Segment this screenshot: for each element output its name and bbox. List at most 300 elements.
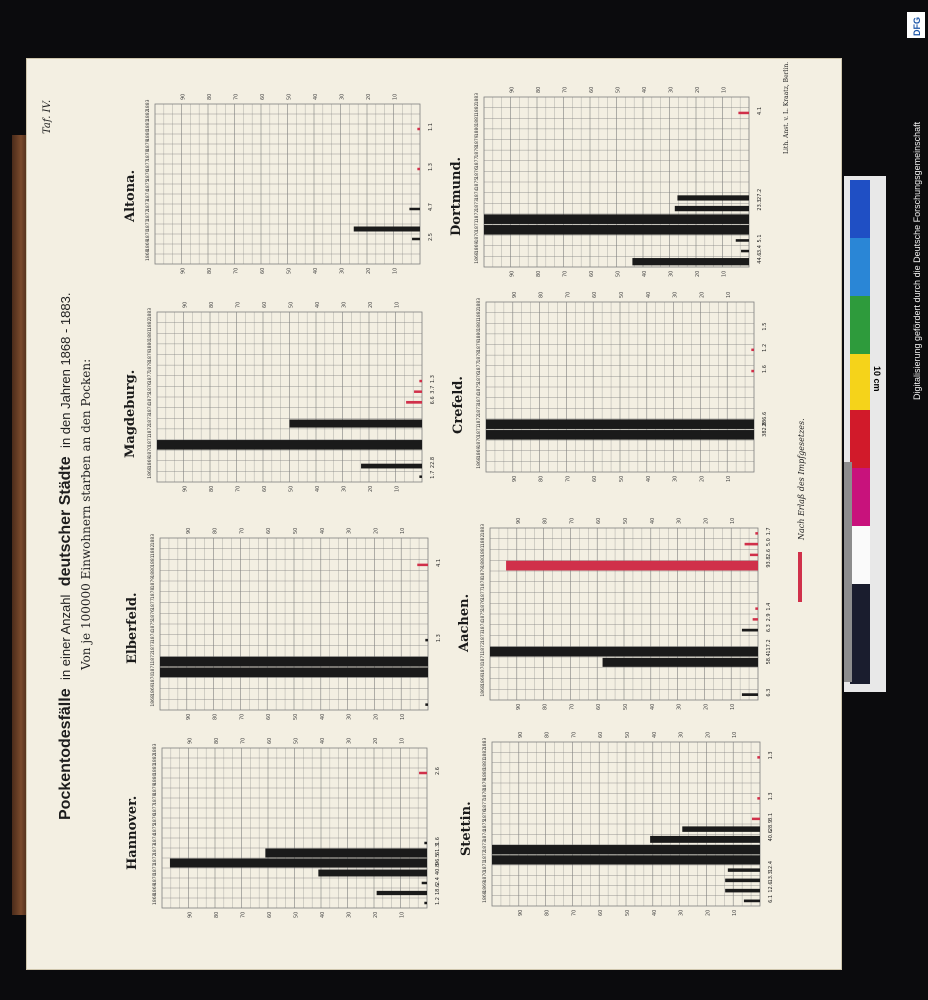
year-label: 1875 bbox=[153, 823, 158, 835]
year-label: 1876 bbox=[146, 169, 151, 181]
year-label: 1883 bbox=[151, 533, 156, 546]
tick-label: 50 bbox=[619, 475, 625, 482]
value-label: 4.7 bbox=[428, 203, 434, 211]
year-label: 1872 bbox=[475, 209, 480, 222]
tick-label: 80 bbox=[207, 267, 213, 274]
year-label: 1879 bbox=[475, 135, 480, 147]
tick-label: 20 bbox=[705, 909, 712, 916]
year-label: 1878 bbox=[153, 793, 158, 805]
year-label: 1869 bbox=[146, 239, 151, 251]
panel-3 bbox=[451, 292, 768, 482]
bar-1881 bbox=[419, 772, 427, 775]
value-label: 12.4 bbox=[768, 860, 774, 873]
bar-1874 bbox=[742, 629, 758, 632]
bar-1873 bbox=[675, 206, 749, 211]
value-label: 44.6 bbox=[757, 252, 763, 264]
tick-label: 60 bbox=[589, 86, 595, 93]
tick-label: 40 bbox=[320, 911, 326, 918]
tick-label: 50 bbox=[625, 909, 631, 916]
year-label: 1868 bbox=[475, 252, 480, 264]
bar-1875 bbox=[406, 401, 422, 404]
year-label: 1874 bbox=[475, 188, 480, 200]
value-label: 382.8 bbox=[762, 422, 768, 437]
year-label: 1869 bbox=[481, 674, 486, 686]
tick-label: 40 bbox=[649, 517, 656, 524]
tick-label: 90 bbox=[515, 703, 522, 710]
tick-label: 10 bbox=[400, 527, 407, 534]
panel-title: Crefeld. bbox=[451, 376, 466, 434]
value-label: 2.5 bbox=[428, 233, 434, 241]
tick-label: 10 bbox=[721, 86, 728, 93]
year-label: 1869 bbox=[483, 881, 488, 893]
year-label: 1871 bbox=[148, 435, 153, 447]
tick-label: 50 bbox=[293, 527, 299, 534]
tick-label: 60 bbox=[592, 475, 599, 482]
panel-title: Elberfeld. bbox=[125, 592, 140, 664]
subtitle: Von je 100000 Einwohnern starben an den Pocken: bbox=[79, 358, 93, 670]
year-label: 1874 bbox=[477, 393, 482, 405]
bar-1874 bbox=[677, 195, 749, 200]
year-label: 1882 bbox=[148, 318, 153, 330]
tick-label: 90 bbox=[515, 517, 522, 524]
tick-label: 70 bbox=[235, 301, 242, 308]
year-label: 1873 bbox=[477, 404, 482, 416]
tick-label: 20 bbox=[373, 737, 379, 744]
year-label: 1876 bbox=[477, 372, 482, 384]
year-label: 1878 bbox=[148, 360, 153, 373]
tick-label: 80 bbox=[209, 485, 215, 492]
bar-1871 bbox=[728, 868, 760, 871]
panel-title: Dortmund. bbox=[449, 156, 464, 236]
year-label: 1879 bbox=[146, 139, 151, 151]
year-label: 1869 bbox=[151, 684, 156, 696]
tick-label: 20 bbox=[695, 86, 701, 93]
tick-label: 90 bbox=[182, 301, 189, 308]
tick-label: 70 bbox=[569, 703, 576, 710]
value-label: 6.3 bbox=[766, 624, 772, 633]
tick-label: 30 bbox=[672, 291, 679, 298]
tick-label: 70 bbox=[240, 911, 247, 918]
year-label: 1873 bbox=[148, 414, 153, 426]
tick-label: 40 bbox=[651, 909, 658, 916]
tick-label: 40 bbox=[651, 731, 658, 738]
year-label: 1877 bbox=[146, 159, 151, 171]
bar-1873 bbox=[290, 420, 423, 428]
bar-1868 bbox=[419, 475, 422, 478]
year-label: 1879 bbox=[477, 340, 482, 352]
tick-label: 80 bbox=[538, 291, 545, 298]
year-label: 1872 bbox=[483, 850, 488, 862]
year-label: 1877 bbox=[153, 803, 158, 815]
tick-label: 40 bbox=[313, 93, 319, 100]
digitization-text: Digitalisierung gefördert durch die Deutsche Forschungsgemeinschaft bbox=[912, 121, 922, 400]
tick-label: 30 bbox=[678, 909, 685, 916]
year-label: 1875 bbox=[151, 619, 156, 632]
panel-title: Magdeburg. bbox=[123, 369, 138, 458]
tick-label: 40 bbox=[315, 485, 321, 492]
tick-label: 30 bbox=[346, 527, 353, 534]
tick-label: 30 bbox=[339, 93, 346, 100]
tick-label: 10 bbox=[730, 703, 737, 710]
year-label: 1875 bbox=[475, 177, 480, 190]
tick-label: 30 bbox=[668, 86, 675, 93]
year-label: 1881 bbox=[477, 319, 482, 331]
bar-1876 bbox=[752, 818, 760, 821]
year-label: 1870 bbox=[481, 663, 486, 676]
tick-label: 80 bbox=[214, 737, 220, 744]
value-label: 22.8 bbox=[430, 456, 436, 469]
value-label: 61.3 bbox=[435, 843, 441, 855]
year-label: 1870 bbox=[477, 435, 482, 448]
tick-label: 70 bbox=[565, 291, 572, 298]
year-label: 1872 bbox=[148, 424, 153, 437]
bar-1873 bbox=[492, 845, 760, 854]
year-label: 1881 bbox=[475, 114, 480, 126]
year-label: 1872 bbox=[153, 853, 158, 865]
value-label: 1.3 bbox=[428, 163, 434, 171]
tick-label: 90 bbox=[517, 731, 524, 738]
tick-label: 90 bbox=[182, 485, 189, 492]
title-part-2: in einer Anzahl bbox=[58, 594, 73, 680]
scale-label: 10 cm bbox=[872, 366, 882, 392]
year-label: 1882 bbox=[475, 103, 480, 115]
value-label: 2.6 bbox=[766, 548, 772, 557]
value-label: 1.4 bbox=[766, 602, 772, 611]
year-label: 1872 bbox=[481, 642, 486, 654]
year-label: 1876 bbox=[483, 809, 488, 821]
title-part-3: deutscher Städte bbox=[57, 456, 74, 587]
year-label: 1880 bbox=[475, 124, 480, 137]
tick-label: 70 bbox=[239, 713, 246, 720]
tick-label: 30 bbox=[346, 737, 353, 744]
year-label: 1871 bbox=[146, 219, 151, 231]
year-label: 1879 bbox=[148, 350, 153, 362]
tick-label: 80 bbox=[212, 527, 219, 534]
tick-label: 70 bbox=[569, 517, 576, 524]
panel-6 bbox=[125, 738, 441, 918]
tick-label: 20 bbox=[699, 291, 706, 298]
year-label: 1880 bbox=[477, 329, 482, 342]
tick-label: 50 bbox=[293, 713, 299, 720]
tick-label: 30 bbox=[346, 911, 353, 918]
tick-label: 70 bbox=[571, 909, 578, 916]
year-label: 1878 bbox=[146, 149, 151, 161]
year-label: 1873 bbox=[153, 843, 158, 855]
tick-label: 40 bbox=[645, 475, 652, 482]
year-label: 1868 bbox=[148, 467, 153, 479]
year-label: 1881 bbox=[153, 763, 158, 775]
tick-label: 20 bbox=[368, 301, 374, 308]
tick-label: 90 bbox=[185, 527, 192, 534]
year-label: 1880 bbox=[148, 339, 153, 352]
year-label: 1871 bbox=[481, 652, 486, 665]
bar-1871 bbox=[486, 430, 754, 440]
year-label: 1868 bbox=[481, 685, 486, 697]
value-label: 6.3 bbox=[766, 688, 772, 697]
year-label: 1882 bbox=[153, 753, 158, 765]
tick-label: 20 bbox=[373, 527, 380, 534]
plate-label: Taf. IV. bbox=[42, 99, 53, 134]
year-label: 1880 bbox=[153, 773, 158, 785]
year-label: 1880 bbox=[481, 556, 486, 568]
tick-label: 20 bbox=[366, 267, 372, 274]
year-label: 1869 bbox=[153, 883, 158, 895]
tick-label: 30 bbox=[668, 270, 675, 277]
bar-1873 bbox=[265, 849, 427, 858]
panel-title: Hannover. bbox=[125, 795, 140, 870]
year-label: 1875 bbox=[146, 179, 151, 191]
panel-7 bbox=[459, 732, 774, 916]
year-label: 1870 bbox=[153, 873, 158, 885]
year-label: 1871 bbox=[475, 220, 480, 232]
scale-blue bbox=[850, 238, 870, 298]
year-label: 1879 bbox=[153, 783, 158, 795]
tick-label: 50 bbox=[293, 911, 300, 918]
bar-1872 bbox=[490, 647, 758, 657]
tick-label: 50 bbox=[619, 291, 625, 298]
bar-1878 bbox=[757, 797, 760, 800]
bar-1871 bbox=[318, 870, 427, 877]
tick-label: 60 bbox=[589, 270, 595, 277]
tick-label: 80 bbox=[538, 475, 545, 482]
value-label: 4.1 bbox=[757, 106, 763, 115]
tick-label: 50 bbox=[288, 485, 295, 492]
year-label: 1881 bbox=[481, 545, 486, 557]
bar-1877 bbox=[751, 370, 754, 373]
value-label: 1.3 bbox=[768, 751, 774, 760]
year-label: 1876 bbox=[148, 382, 153, 394]
tick-label: 20 bbox=[699, 475, 706, 482]
tick-label: 80 bbox=[542, 703, 549, 710]
scale-green bbox=[850, 296, 870, 356]
bar-1875 bbox=[753, 618, 758, 621]
value-label: 2.6 bbox=[435, 767, 441, 775]
year-label: 1869 bbox=[475, 241, 480, 254]
year-label: 1873 bbox=[483, 840, 488, 852]
year-label: 1876 bbox=[151, 609, 156, 621]
year-label: 1881 bbox=[148, 329, 153, 341]
bar-1880 bbox=[506, 561, 758, 571]
value-label: 40.6 bbox=[768, 830, 774, 842]
year-label: 1879 bbox=[483, 778, 488, 791]
tick-label: 80 bbox=[536, 86, 542, 93]
tick-label: 90 bbox=[511, 291, 518, 298]
year-label: 1871 bbox=[483, 860, 488, 873]
panel-0 bbox=[123, 94, 434, 274]
bar-1869 bbox=[741, 250, 749, 253]
year-label: 1881 bbox=[483, 758, 488, 770]
bar-1882 bbox=[757, 756, 760, 759]
tick-label: 50 bbox=[286, 267, 293, 274]
value-label: 28.9 bbox=[768, 819, 774, 832]
value-label: 27.2 bbox=[757, 188, 763, 200]
bar-1874 bbox=[650, 836, 760, 843]
bar-1871 bbox=[157, 440, 422, 450]
year-label: 1877 bbox=[483, 799, 488, 811]
tick-label: 10 bbox=[721, 270, 728, 277]
tick-label: 60 bbox=[596, 703, 603, 710]
value-label: 6.6 bbox=[430, 396, 436, 405]
tick-label: 50 bbox=[293, 737, 300, 744]
year-label: 1870 bbox=[148, 445, 153, 458]
bar-1872 bbox=[170, 859, 427, 868]
tick-label: 30 bbox=[346, 713, 353, 720]
tick-label: 50 bbox=[625, 731, 631, 738]
year-label: 1873 bbox=[146, 199, 151, 211]
tick-label: 10 bbox=[394, 301, 401, 308]
tick-label: 70 bbox=[233, 93, 240, 100]
year-label: 1882 bbox=[146, 109, 151, 121]
tick-label: 90 bbox=[511, 475, 518, 482]
year-label: 1882 bbox=[483, 747, 488, 760]
year-label: 1871 bbox=[477, 425, 482, 437]
year-label: 1872 bbox=[146, 209, 151, 221]
bar-1872 bbox=[160, 657, 428, 667]
panel-2 bbox=[123, 302, 436, 492]
year-label: 1874 bbox=[146, 189, 151, 201]
tick-label: 10 bbox=[732, 909, 739, 916]
value-label: 93.8 bbox=[766, 556, 772, 568]
bar-1868 bbox=[425, 703, 428, 706]
bar-1870 bbox=[736, 239, 749, 242]
tick-label: 50 bbox=[288, 301, 295, 308]
year-label: 1877 bbox=[481, 588, 486, 600]
year-label: 1876 bbox=[153, 813, 158, 825]
bar-1877 bbox=[419, 380, 422, 383]
printer-credit: Lith. Anst. v. L. Kraatz, Berlin. bbox=[783, 61, 790, 154]
tick-label: 40 bbox=[319, 713, 326, 720]
value-label: 5.1 bbox=[757, 234, 763, 243]
tick-label: 40 bbox=[642, 270, 648, 277]
tick-label: 70 bbox=[565, 475, 572, 482]
tick-label: 90 bbox=[509, 86, 516, 93]
panel-4 bbox=[125, 528, 442, 720]
tick-label: 20 bbox=[703, 703, 710, 710]
tick-label: 80 bbox=[212, 713, 219, 720]
tick-label: 40 bbox=[319, 527, 326, 534]
year-label: 1870 bbox=[151, 673, 156, 686]
year-label: 1883 bbox=[146, 99, 151, 111]
tick-label: 70 bbox=[562, 86, 569, 93]
value-label: 5.0 bbox=[766, 538, 772, 547]
year-label: 1877 bbox=[148, 371, 153, 384]
bar-1873 bbox=[409, 208, 420, 211]
tick-label: 60 bbox=[260, 93, 266, 100]
tick-label: 80 bbox=[214, 911, 220, 918]
year-label: 1871 bbox=[153, 863, 158, 875]
tick-label: 80 bbox=[536, 270, 542, 277]
bar-1881 bbox=[750, 554, 758, 557]
year-label: 1882 bbox=[477, 308, 482, 320]
tick-label: 60 bbox=[267, 737, 273, 744]
tick-label: 90 bbox=[187, 737, 194, 744]
tick-label: 60 bbox=[266, 527, 273, 534]
bar-1870 bbox=[725, 879, 760, 883]
value-label: 4.1 bbox=[436, 558, 442, 567]
tick-label: 40 bbox=[642, 86, 648, 93]
year-label: 1873 bbox=[475, 199, 480, 211]
tick-label: 60 bbox=[598, 731, 605, 738]
year-label: 1883 bbox=[481, 523, 486, 536]
bar-1869 bbox=[377, 891, 427, 895]
year-label: 1877 bbox=[477, 361, 482, 374]
year-label: 1883 bbox=[477, 297, 482, 310]
year-label: 1875 bbox=[483, 819, 488, 832]
bar-1876 bbox=[414, 390, 422, 393]
bar-1871 bbox=[484, 225, 749, 235]
year-label: 1880 bbox=[146, 129, 151, 141]
bar-1879 bbox=[751, 349, 754, 352]
value-label: 12.6 bbox=[768, 881, 774, 893]
value-label: 40.8 bbox=[435, 863, 441, 875]
tick-label: 80 bbox=[209, 301, 215, 308]
year-label: 1868 bbox=[153, 893, 158, 905]
value-label: 1.3 bbox=[436, 634, 442, 643]
year-label: 1874 bbox=[483, 829, 488, 842]
tick-label: 30 bbox=[341, 301, 348, 308]
tick-label: 80 bbox=[544, 731, 551, 738]
tick-label: 60 bbox=[598, 909, 605, 916]
tick-label: 90 bbox=[180, 93, 187, 100]
year-label: 1878 bbox=[483, 788, 488, 801]
bar-1868 bbox=[742, 693, 758, 696]
tick-label: 40 bbox=[645, 291, 652, 298]
value-label: 1.2 bbox=[435, 897, 441, 905]
tick-label: 10 bbox=[392, 267, 399, 274]
year-label: 1868 bbox=[146, 249, 151, 261]
tick-label: 50 bbox=[286, 93, 293, 100]
year-label: 1870 bbox=[146, 229, 151, 241]
value-label: 1.2 bbox=[762, 343, 768, 352]
tick-label: 30 bbox=[678, 731, 685, 738]
year-label: 1876 bbox=[475, 167, 480, 179]
value-label: 286.6 bbox=[762, 411, 768, 427]
year-label: 1874 bbox=[148, 403, 153, 415]
value-label: 23.3 bbox=[757, 199, 763, 211]
value-label: 3.4 bbox=[757, 245, 763, 254]
year-label: 1869 bbox=[477, 446, 482, 459]
bar-1877 bbox=[417, 168, 420, 171]
tick-label: 10 bbox=[726, 291, 733, 298]
year-label: 1873 bbox=[481, 631, 486, 643]
year-label: 1869 bbox=[148, 456, 153, 469]
year-label: 1881 bbox=[151, 555, 156, 567]
year-label: 1882 bbox=[481, 534, 486, 547]
year-label: 1883 bbox=[153, 743, 158, 755]
tick-label: 30 bbox=[672, 475, 679, 482]
year-label: 1878 bbox=[475, 145, 480, 158]
tick-label: 20 bbox=[366, 93, 372, 100]
bar-1882 bbox=[745, 543, 758, 546]
bar-1875 bbox=[682, 826, 760, 831]
year-label: 1874 bbox=[153, 833, 158, 845]
year-label: 1882 bbox=[151, 544, 156, 557]
tick-label: 50 bbox=[615, 270, 622, 277]
value-label: 1.7 bbox=[766, 527, 772, 536]
value-label: 1.7 bbox=[430, 470, 436, 479]
bar-1881 bbox=[417, 564, 428, 567]
tick-label: 10 bbox=[394, 485, 401, 492]
bar-1870 bbox=[412, 238, 420, 241]
year-label: 1880 bbox=[483, 768, 488, 780]
tick-label: 80 bbox=[544, 909, 551, 916]
tick-label: 30 bbox=[339, 267, 346, 274]
value-label: 1.6 bbox=[762, 365, 768, 374]
bar-1874 bbox=[424, 842, 427, 845]
scale-black bbox=[850, 584, 870, 684]
tick-label: 60 bbox=[592, 291, 599, 298]
year-label: 1879 bbox=[151, 576, 156, 589]
